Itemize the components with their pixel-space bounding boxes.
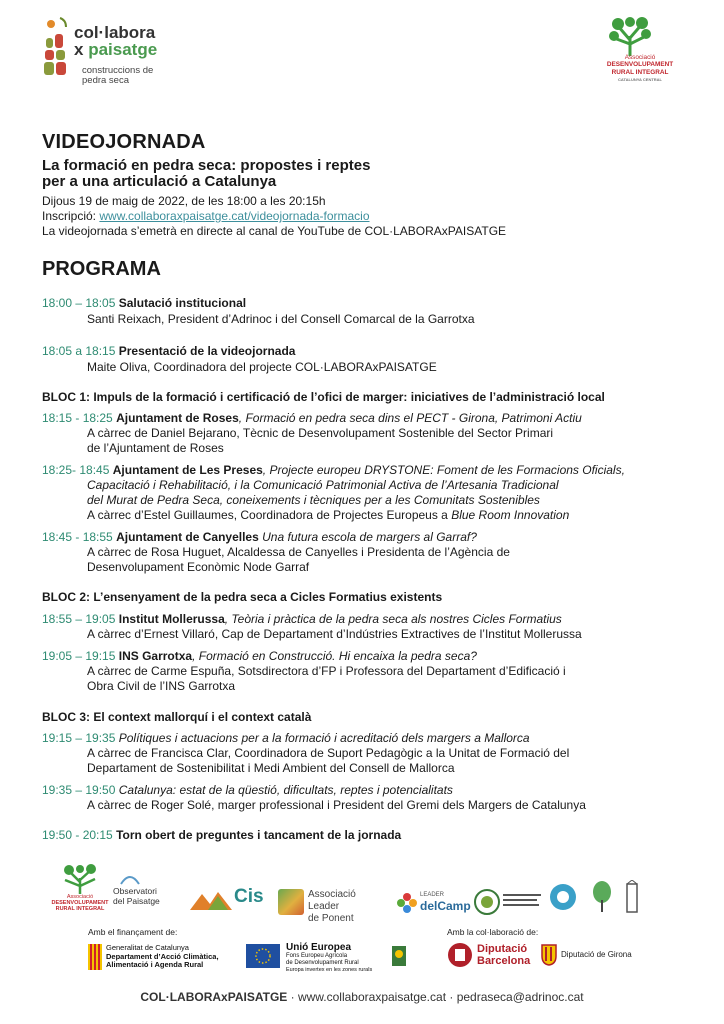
adri-logo <box>600 16 680 88</box>
stone-wall-figure-icon <box>42 16 72 80</box>
session-canyelles: 18:45 - 18:55 Ajuntament de Canyelles Una futura escola de margers al Garraf? <box>42 530 477 544</box>
flower-icon <box>396 892 418 914</box>
session-preses: 18:25- 18:45 Ajuntament de Les Preses, Projecte europeu DRYSTONE: Foment de les Formacions Oficials, <box>42 463 625 477</box>
bloc1-heading: BLOC 1: Impuls de la formació i certificació de l’ofici de marger: iniciatives de l’administració local <box>42 390 605 404</box>
leader-camp-logo: LEADER delCamp <box>396 890 466 920</box>
bloc3-heading: BLOC 3: El context mallorquí i el context català <box>42 710 312 724</box>
footer-contact: COL·LABORAxPAISATGE · www.collaboraxpaisatge.cat · pedraseca@adrinoc.cat <box>140 990 584 1004</box>
generalitat-logo: Generalitat de Catalunya Departament d’Acció Climàtica, Alimentació i Agenda Rural <box>88 944 238 974</box>
circle-emblem-icon <box>473 888 501 916</box>
tree-icon <box>60 864 100 894</box>
session-mollerussa: 18:55 – 19:05 Institut Mollerussa, Teòria i pràctica de la pedra seca als nostres Cicles Formatius <box>42 612 562 626</box>
associacio-catalunya-central-logo <box>473 888 543 920</box>
observatori-paisatge-logo: Observatori del Paisatge <box>113 868 173 918</box>
leader-ponent-logo: Associació Leader de Ponent <box>278 889 388 921</box>
session-mallorca: 19:15 – 19:35 Polítiques i actuacions per a la formació i acreditació dels margers a Mallorca <box>42 731 530 745</box>
dipba-emblem-icon <box>447 942 473 968</box>
event-broadcast: La videojornada s’emetrà en directe al canal de YouTube de COL·LABORAxPAISATGE <box>42 224 507 238</box>
unio-europea-logo: Unió Europea Fons Europeu Agrícola de Desenvolupament Rural Europa invertex en les zones rurals <box>246 944 416 974</box>
parc-logo <box>590 880 616 920</box>
circle-logo-icon <box>548 882 578 912</box>
tree-icon <box>608 16 652 56</box>
session-detail: Santi Reixach, President d’Adrinoc i del Consell Comarcal de la Garrotxa <box>87 312 475 326</box>
session-detail: Obra Civil de l’INS Garrotxa <box>87 679 236 693</box>
dipgi-shield-icon <box>541 944 557 966</box>
session-catalunya: 19:35 – 19:50 Catalunya: estat de la qüestió, dificultats, reptes i potencialitats <box>42 783 453 797</box>
session-detail: A càrrec d’Estel Guillaumes, Coordinadora de Projectes Europeus a Blue Room Innovation <box>87 508 570 522</box>
session-detail: Capacitació i Rehabilitació, i la Comunicació Patrimonial Activa de l’Artesania Tradicional <box>87 478 559 492</box>
logo-tagline: construccions de pedra seca <box>82 65 154 86</box>
session-garrotxa: 19:05 – 19:15 INS Garrotxa, Formació en Construcció. Hi encaixa la pedra seca? <box>42 649 477 663</box>
senyera-icon <box>88 944 102 970</box>
session-detail: de l’Ajuntament de Roses <box>87 441 224 455</box>
logo-brand-line1: col·labora <box>74 23 156 42</box>
session-detail: del Murat de Pedra Seca, coneixements i tècniques per a les Comunitats Sostenibles <box>87 493 540 507</box>
program-heading: PROGRAMA <box>42 258 161 280</box>
adri-sponsor-logo: Associació DESENVOLUPAMENT RURAL INTEGRAL <box>50 864 110 916</box>
session-detail: A càrrec d’Ernest Villaró, Cap de Departament d’Indústries Extractives de l’Institut Mollerussa <box>87 627 582 641</box>
session-roses: 18:15 - 18:25 Ajuntament de Roses, Formació en pedra seca dins el PECT - Girona, Patrimoni Actiu <box>42 411 582 425</box>
event-date: Dijous 19 de maig de 2022, de les 18:00 a les 20:15h <box>42 194 326 208</box>
session-detail: A càrrec de Carme Espuña, Sotsdirectora d’FP i Professora del Departament d’Edificació i <box>87 664 566 678</box>
leader-badge-icon <box>392 946 406 966</box>
event-title: VIDEOJORNADA <box>42 131 206 153</box>
bloc2-heading: BLOC 2: L’ensenyament de la pedra seca a Cicles Formatius existents <box>42 590 443 604</box>
landscape-icon <box>119 868 141 888</box>
financing-label: Amb el finançament de: <box>88 927 178 937</box>
session-detail: A càrrec de Francisca Clar, Coordinadora de Suport Pedagògic a la Unitat de Formació del <box>87 746 570 760</box>
leader-ponent-icon <box>278 889 304 915</box>
session-detail: Desenvolupament Econòmic Node Garraf <box>87 560 310 574</box>
session-salutacio: 18:00 – 18:05 Salutació institucional <box>42 296 247 310</box>
session-detail: Maite Oliva, Coordinadora del projecte COL·LABORAxPAISATGE <box>87 360 437 374</box>
collaboration-label: Amb la col·laboració de: <box>447 927 539 937</box>
tower-logo <box>622 880 644 920</box>
session-detail: A càrrec de Daniel Bejarano, Tècnic de Desenvolupament Sostenible del Sector Primari <box>87 426 554 440</box>
session-presentacio: 18:05 a 18:15 Presentació de la videojornada <box>42 344 296 358</box>
session-detail: A càrrec de Roger Solé, marger professional i President del Gremi dels Margers de Catalunya <box>87 798 586 812</box>
session-detail: A càrrec de Rosa Huguet, Alcaldessa de Canyelles i Presidenta de l’Agència de <box>87 545 510 559</box>
diputacio-girona-logo: Diputació de Girona <box>541 944 641 974</box>
event-inscription: Inscripció: www.collaboraxpaisatge.cat/videojornada-formacio <box>42 209 370 223</box>
event-subtitle: La formació en pedra seca: propostes i reptes per a una articulació a Catalunya <box>42 157 371 190</box>
leaf-icon <box>590 880 614 914</box>
adri-name: Associació DESENVOLUPAMENT RURAL INTEGRAL CATALUNYA CENTRAL <box>606 54 674 83</box>
tower-icon <box>622 880 642 918</box>
consorci-logo <box>548 882 582 920</box>
session-closing: 19:50 - 20:15 Torn obert de preguntes i tancament de la jornada <box>42 828 402 842</box>
logo-brand-line2: x paisatge <box>74 40 158 59</box>
mountain-icon <box>190 888 232 912</box>
inscription-link[interactable]: www.collaboraxpaisatge.cat/videojornada-formacio <box>99 209 370 223</box>
cis-logo: Cis <box>190 886 270 916</box>
diputacio-barcelona-logo: Diputació Barcelona <box>447 942 537 974</box>
eu-flag-icon <box>246 944 280 968</box>
session-detail: Departament de Sostenibilitat i Medi Ambient del Consell de Mallorca <box>87 761 455 775</box>
collaboraxpaisatge-logo <box>42 16 202 86</box>
